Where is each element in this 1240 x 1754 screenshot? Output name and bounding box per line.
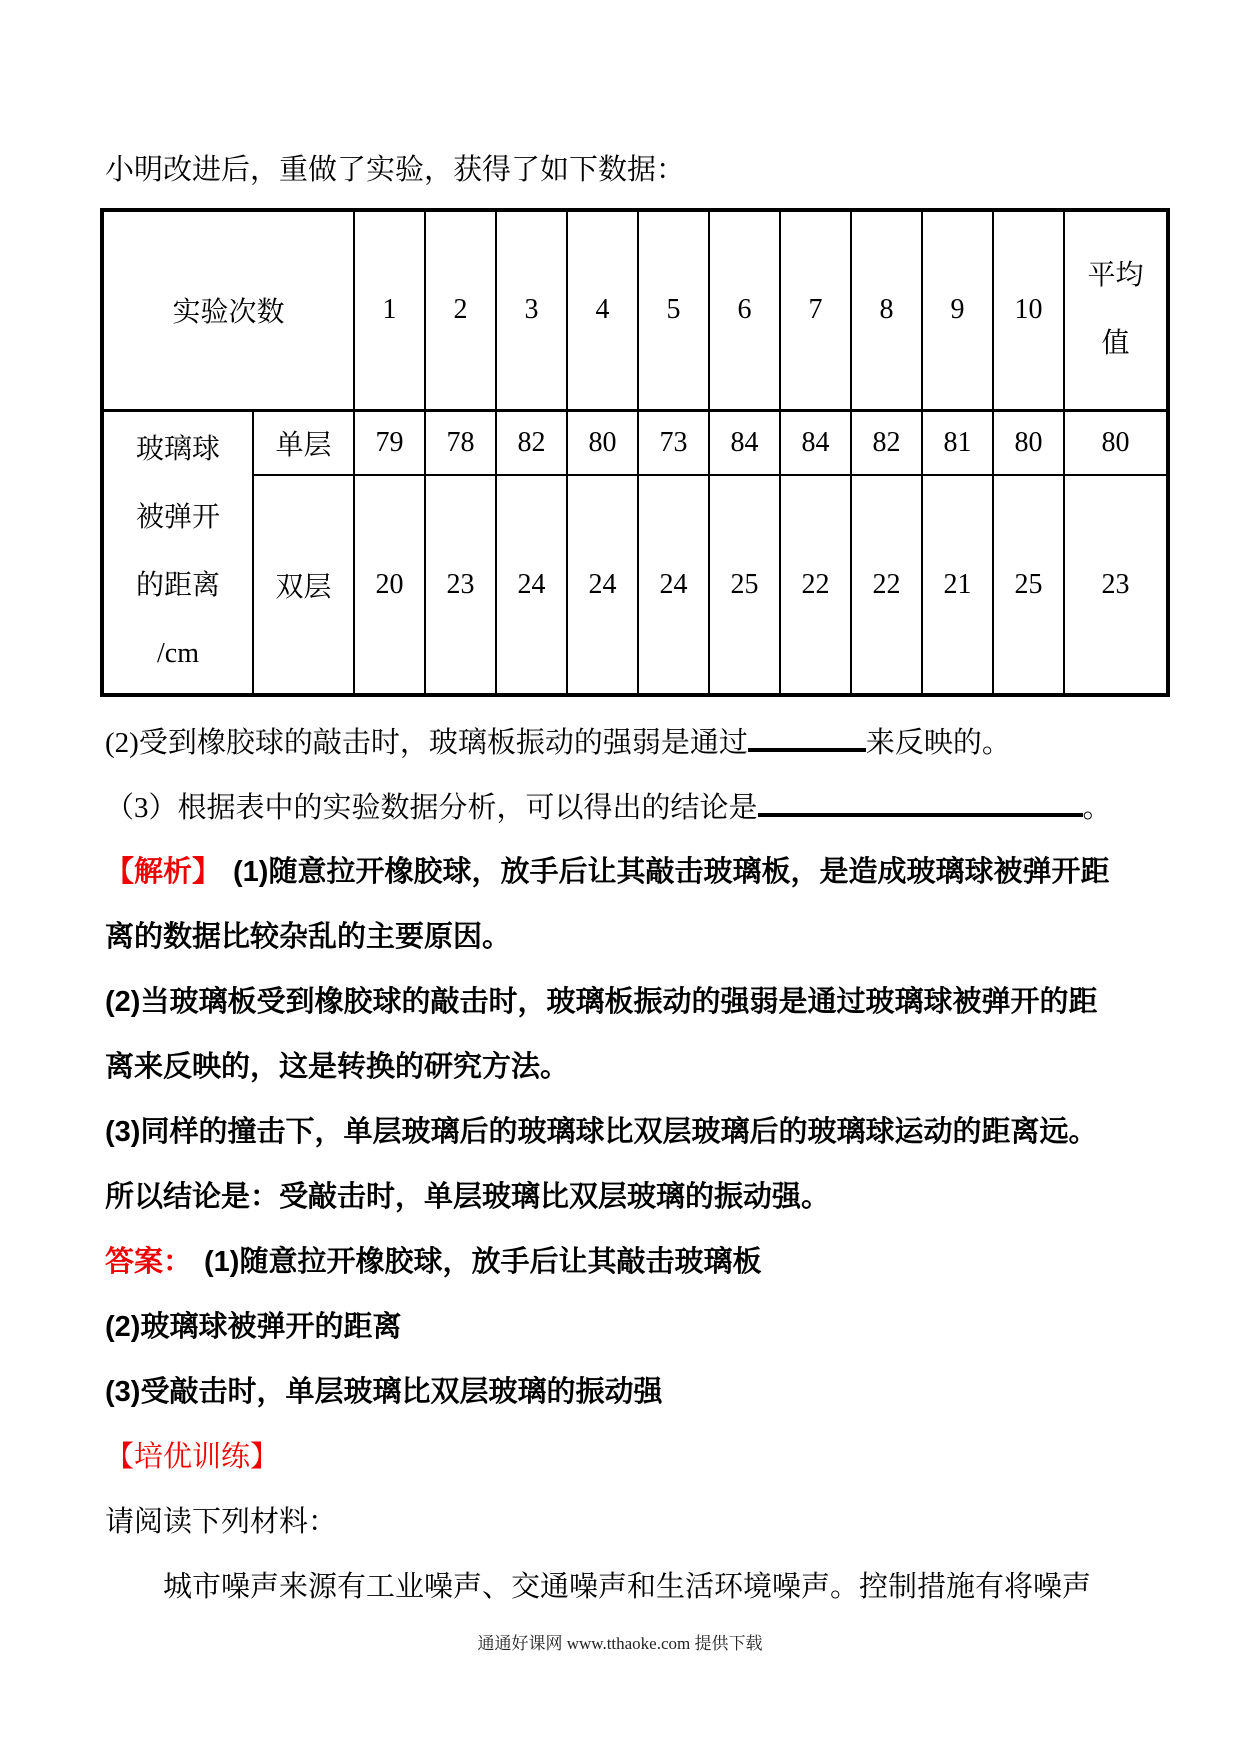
average-header-line: 值 bbox=[1101, 328, 1130, 360]
table-cell-average: 23 bbox=[1064, 475, 1168, 695]
table-cell: 84 bbox=[780, 410, 851, 475]
table-cell: 81 bbox=[922, 410, 993, 475]
trial-header: 3 bbox=[496, 210, 567, 410]
trial-header: 2 bbox=[425, 210, 496, 410]
analysis-line-2: 离的数据比较杂乱的主要原因。 bbox=[105, 921, 512, 953]
answers-line-1 bbox=[105, 1230, 761, 1295]
table-cell: 25 bbox=[993, 475, 1064, 695]
question-3-text: （3）根据表中的实验数据分析，可以得出的结论是 bbox=[105, 792, 758, 824]
table-cell: 78 bbox=[425, 410, 496, 475]
experiment-data-table bbox=[100, 208, 1170, 697]
table-cell: 82 bbox=[496, 410, 567, 475]
table-row-single-layer bbox=[102, 410, 1168, 475]
row-label: 双层 bbox=[253, 475, 354, 695]
training-section-heading: 【培优训练】 bbox=[105, 1441, 280, 1473]
analysis-line-1 bbox=[105, 840, 1109, 905]
table-cell: 25 bbox=[709, 475, 780, 695]
question-3-suffix: 。 bbox=[1082, 792, 1112, 824]
table-cell: 24 bbox=[496, 475, 567, 695]
row-label: 单层 bbox=[253, 410, 354, 475]
analysis-text: (1)随意拉开橡胶球，放手后让其敲击玻璃板，是造成玻璃球被弹开距 bbox=[233, 856, 1110, 888]
table-cell: 84 bbox=[709, 410, 780, 475]
trial-header: 1 bbox=[354, 210, 425, 410]
table-cell: 22 bbox=[780, 475, 851, 695]
question-2-blank bbox=[748, 710, 866, 752]
analysis-line-3: (2)当玻璃板受到橡胶球的敲击时，玻璃板振动的强弱是通过玻璃球被弹开的距 bbox=[105, 986, 1098, 1018]
trial-header: 7 bbox=[780, 210, 851, 410]
answers-text: (1)随意拉开橡胶球，放手后让其敲击玻璃板 bbox=[204, 1246, 762, 1278]
trial-header: 4 bbox=[567, 210, 638, 410]
table-row-double-layer bbox=[102, 475, 1168, 695]
analysis-line-4: 离来反映的，这是转换的研究方法。 bbox=[105, 1051, 570, 1083]
question-2-text: (2)受到橡胶球的敲击时，玻璃板振动的强弱是通过 bbox=[105, 727, 748, 759]
table-header-row bbox=[102, 210, 1168, 410]
row-group-label-line: 玻璃球 bbox=[135, 434, 220, 466]
table-cell: 73 bbox=[638, 410, 709, 475]
question-2-suffix: 来反映的。 bbox=[865, 727, 1011, 759]
answers-label: 答案： bbox=[105, 1246, 193, 1278]
table-cell: 82 bbox=[851, 410, 922, 475]
analysis-line-6: 所以结论是：受敲击时，单层玻璃比双层玻璃的振动强。 bbox=[105, 1181, 831, 1213]
intro-line: 小明改进后，重做了实验，获得了如下数据： bbox=[105, 154, 686, 186]
training-material-line: 城市噪声来源有工业噪声、交通噪声和生活环境噪声。控制措施有将噪声 bbox=[163, 1571, 1092, 1603]
page-footer: 通通好课网 www.tthaoke.com 提供下载 bbox=[477, 1634, 763, 1653]
question-3-line bbox=[105, 775, 1112, 840]
table-cell: 79 bbox=[354, 410, 425, 475]
training-prompt: 请阅读下列材料： bbox=[105, 1506, 338, 1538]
average-header-line: 平均 bbox=[1087, 260, 1144, 292]
trial-header: 9 bbox=[922, 210, 993, 410]
average-header bbox=[1064, 210, 1168, 410]
table-cell: 24 bbox=[638, 475, 709, 695]
row-group-label-line: /cm bbox=[157, 638, 199, 670]
analysis-line-5: (3)同样的撞击下，单层玻璃后的玻璃球比双层玻璃后的玻璃球运动的距离远。 bbox=[105, 1116, 1098, 1148]
analysis-label: 【解析】 bbox=[105, 856, 222, 888]
row-group-label-line: 的距离 bbox=[135, 570, 220, 602]
answers-line-2: (2)玻璃球被弹开的距离 bbox=[105, 1311, 402, 1343]
trial-header: 6 bbox=[709, 210, 780, 410]
trial-header: 5 bbox=[638, 210, 709, 410]
table-cell: 80 bbox=[993, 410, 1064, 475]
table-cell: 23 bbox=[425, 475, 496, 695]
table-cell: 20 bbox=[354, 475, 425, 695]
trial-header: 8 bbox=[851, 210, 922, 410]
table-corner-label: 实验次数 bbox=[102, 210, 354, 410]
table-cell: 22 bbox=[851, 475, 922, 695]
table-cell: 21 bbox=[922, 475, 993, 695]
question-3-blank bbox=[758, 775, 1083, 817]
row-group-label-line: 被弹开 bbox=[135, 502, 220, 534]
table-cell: 24 bbox=[567, 475, 638, 695]
answers-line-3: (3)受敲击时，单层玻璃比双层玻璃的振动强 bbox=[105, 1376, 663, 1408]
question-2-line bbox=[105, 710, 1011, 775]
trial-header: 10 bbox=[993, 210, 1064, 410]
table-cell: 80 bbox=[567, 410, 638, 475]
table-cell-average: 80 bbox=[1064, 410, 1168, 475]
row-group-label bbox=[102, 410, 253, 695]
